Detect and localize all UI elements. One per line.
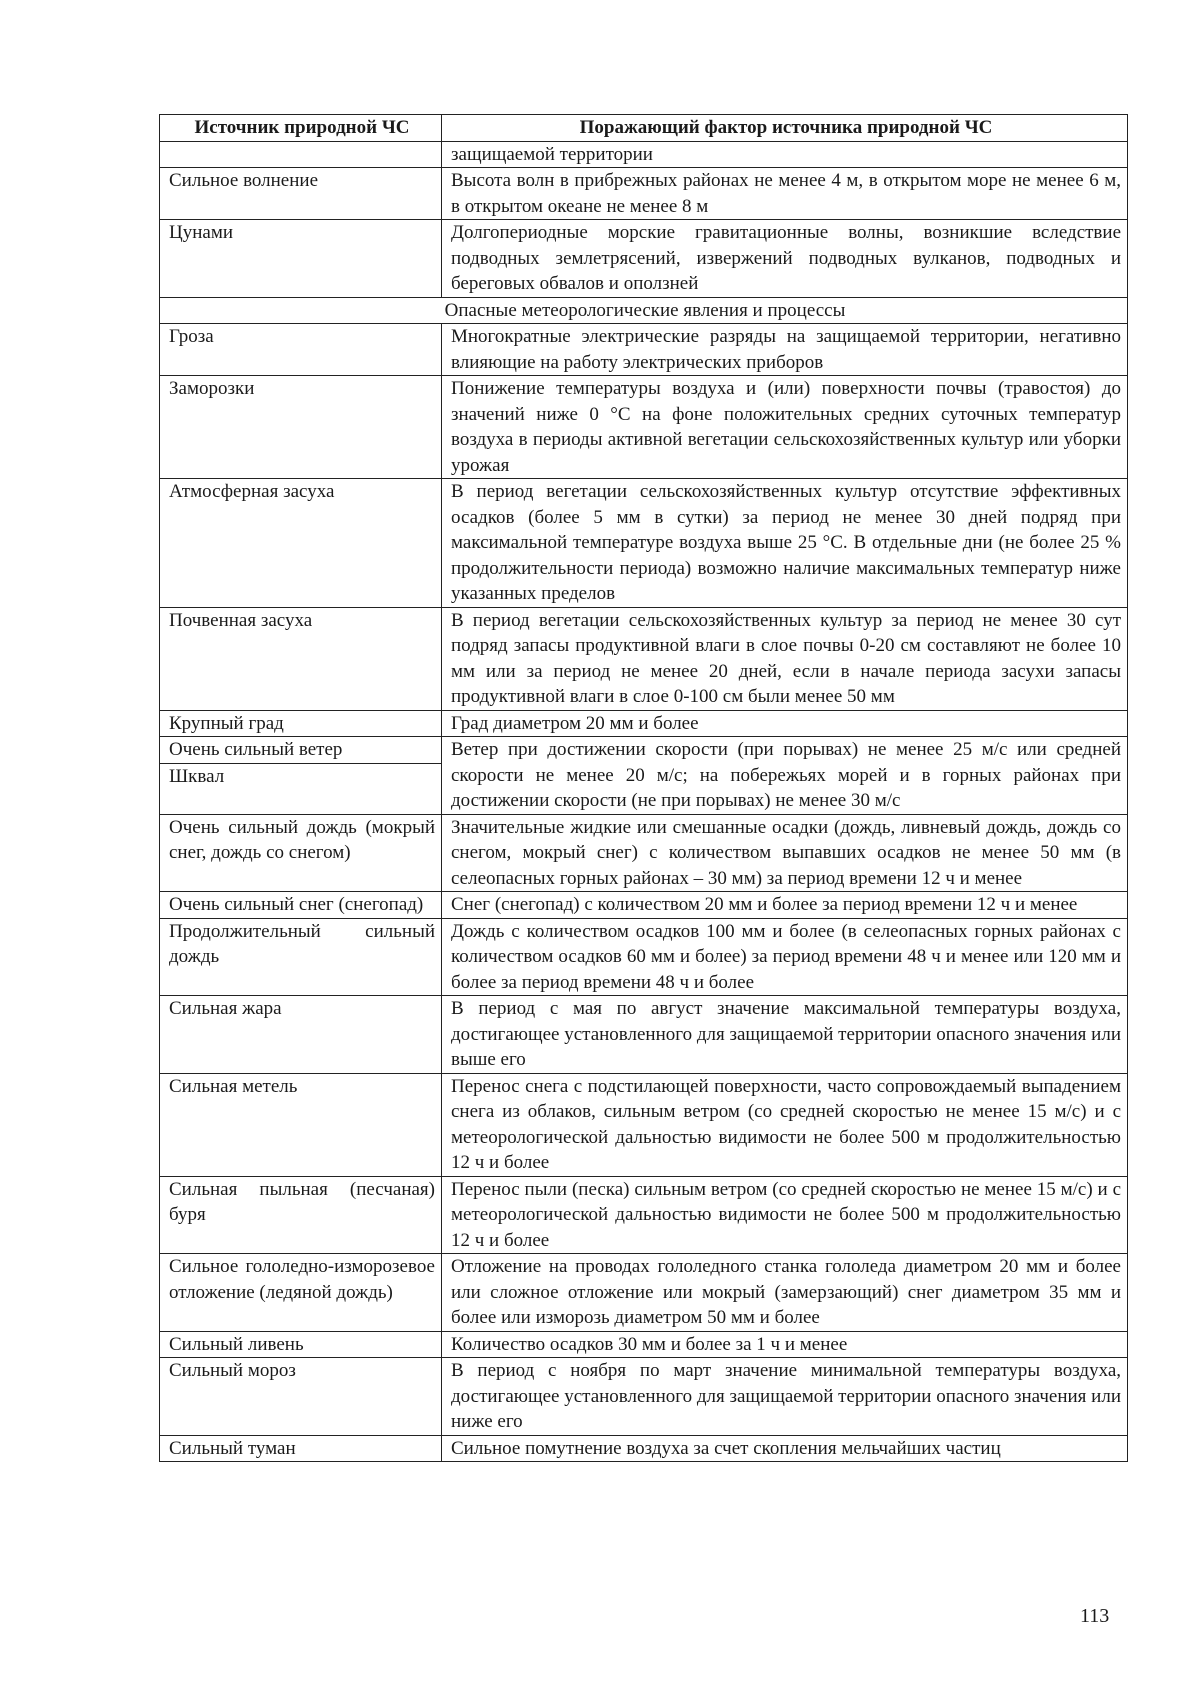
table-cell-source: Очень сильный снег (снегопад) <box>160 892 442 919</box>
table-row <box>160 918 1128 996</box>
header-source: Источник природной ЧС <box>160 115 442 142</box>
table-cell-factor: В период вегетации сельскохозяйственных культур отсутствие эффективных осадков (более 5 мм в сутки) за период не менее 30 дней подряд при максимальной температуре воздуха выше 25 °С. В отдельные дни (не более 25 % продолжительности периода) возможно наличие максимальных температур ниже указанных пределов <box>442 479 1128 608</box>
table-row <box>160 479 1128 608</box>
table-cell-factor: Долгопериодные морские гравитационные волны, возникшие вследствие подводных землетрясений, извержений подводных вулканов, подводных и береговых обвалов и оползней <box>442 220 1128 298</box>
table-cell-source: Сильная метель <box>160 1073 442 1176</box>
table-cell-factor: Снег (снегопад) с количеством 20 мм и более за период времени 12 ч и менее <box>442 892 1128 919</box>
table-cell-source: Гроза <box>160 324 442 376</box>
table-row <box>160 892 1128 919</box>
table-row <box>160 1435 1128 1462</box>
table-row <box>160 1254 1128 1332</box>
table-row <box>160 1176 1128 1254</box>
table-cell-factor: Перенос пыли (песка) сильным ветром (со средней скоростью не менее 15 м/с) и с метеорологической дальностью видимости не более 500 м продолжительностью 12 ч и более <box>442 1176 1128 1254</box>
table-row <box>160 996 1128 1074</box>
table-row <box>160 1331 1128 1358</box>
table-row <box>160 324 1128 376</box>
table-row <box>160 220 1128 298</box>
table-cell-source: Заморозки <box>160 376 442 479</box>
table-cell-factor: Дождь с количеством осадков 100 мм и более (в селеопасных горных районах с количеством осадков 60 мм и более) за период времени 48 ч и менее или 120 мм и более за период времени 48 ч и более <box>442 918 1128 996</box>
table-row <box>160 607 1128 710</box>
table-cell-factor: Значительные жидкие или смешанные осадки (дождь, ливневый дождь, дождь со снегом, мокрый снег) с количеством выпавших осадков не менее 50 мм (в селеопасных горных районах – 30 мм) за период времени 12 ч и менее <box>442 814 1128 892</box>
table-cell-source: Продолжительный сильный дождь <box>160 918 442 996</box>
table-cell-factor: Многократные электрические разряды на защищаемой территории, негативно влияющие на работу электрических приборов <box>442 324 1128 376</box>
section-row <box>160 297 1128 324</box>
table-cell-source: Очень сильный дождь (мокрый снег, дождь со снегом) <box>160 814 442 892</box>
table-cell-source: Очень сильный ветер <box>160 737 442 764</box>
page-number: 113 <box>1080 1605 1110 1627</box>
table-cell-source: Цунами <box>160 220 442 298</box>
table-cell-source: Шквал <box>160 763 442 814</box>
table-cell-factor: В период с ноября по март значение минимальной температуры воздуха, достигающее установленного для защищаемой территории опасного значения или ниже его <box>442 1358 1128 1436</box>
table-cell-factor: Град диаметром 20 мм и более <box>442 710 1128 737</box>
table-cell-source: Сильный мороз <box>160 1358 442 1436</box>
table-cell-factor: В период вегетации сельскохозяйственных культур за период не менее 30 сут подряд запасы продуктивной влаги в слое почвы 0-20 см составляют не более 10 мм или за период не менее 20 дней, если в начале периода засухи запасы продуктивной влаги в слое 0-100 см были менее 50 мм <box>442 607 1128 710</box>
table-cell-factor: Понижение температуры воздуха и (или) поверхности почвы (травостоя) до значений ниже 0 °С на фоне положительных средних суточных температур воздуха в периоды активной вегетации сельскохозяйственных культур или уборки урожая <box>442 376 1128 479</box>
table-cell-source: Сильный ливень <box>160 1331 442 1358</box>
table-cell-factor: Сильное помутнение воздуха за счет скопления мельчайших частиц <box>442 1435 1128 1462</box>
section-heading: Опасные метеорологические явления и процессы <box>160 297 1128 324</box>
table-cell-source: Сильное волнение <box>160 168 442 220</box>
table-row <box>160 376 1128 479</box>
table-row <box>160 737 1128 764</box>
header-factor: Поражающий фактор источника природной ЧС <box>442 115 1128 142</box>
table-cell-factor: В период с мая по август значение максимальной температуры воздуха, достигающее установленного для защищаемой территории опасного значения или выше его <box>442 996 1128 1074</box>
table-cell-source: Сильная пыльная (песчаная) буря <box>160 1176 442 1254</box>
table-cell-factor: Ветер при достижении скорости (при порывах) не менее 25 м/с или средней скорости не менее 20 м/с; на побережьях морей и в горных районах при достижении скорости (не при порывах) не менее 30 м/с <box>442 737 1128 815</box>
table-cell-source <box>160 141 442 168</box>
table-cell-factor: Высота волн в прибрежных районах не менее 4 м, в открытом море не менее 6 м, в открытом океане не менее 8 м <box>442 168 1128 220</box>
table-cell-source: Сильный туман <box>160 1435 442 1462</box>
continuation-row <box>160 141 1128 168</box>
table-cell-factor: Отложение на проводах гололедного станка гололеда диаметром 20 мм и более или сложное отложение или мокрый (замерзающий) снег диаметром 35 мм и более или изморозь диаметром 50 мм и более <box>442 1254 1128 1332</box>
table-cell-source: Атмосферная засуха <box>160 479 442 608</box>
table-row <box>160 814 1128 892</box>
table-row <box>160 168 1128 220</box>
table-cell-source: Сильная жара <box>160 996 442 1074</box>
table-cell-source: Крупный град <box>160 710 442 737</box>
table-cell-factor: Перенос снега с подстилающей поверхности, часто сопровождаемый выпадением снега из облаков, сильным ветром (со средней скоростью не менее 15 м/с) и с метеорологической дальностью видимости не более 500 м продолжительностью 12 ч и более <box>442 1073 1128 1176</box>
hazards-table <box>159 114 1128 1462</box>
table-cell-factor: Количество осадков 30 мм и более за 1 ч и менее <box>442 1331 1128 1358</box>
table-cell-source: Сильное гололедно-изморозевое отложение (ледяной дождь) <box>160 1254 442 1332</box>
table-cell-factor: защищаемой территории <box>442 141 1128 168</box>
header-row <box>160 115 1128 142</box>
table-row <box>160 1073 1128 1176</box>
table-row <box>160 1358 1128 1436</box>
table-row <box>160 710 1128 737</box>
table-cell-source: Почвенная засуха <box>160 607 442 710</box>
